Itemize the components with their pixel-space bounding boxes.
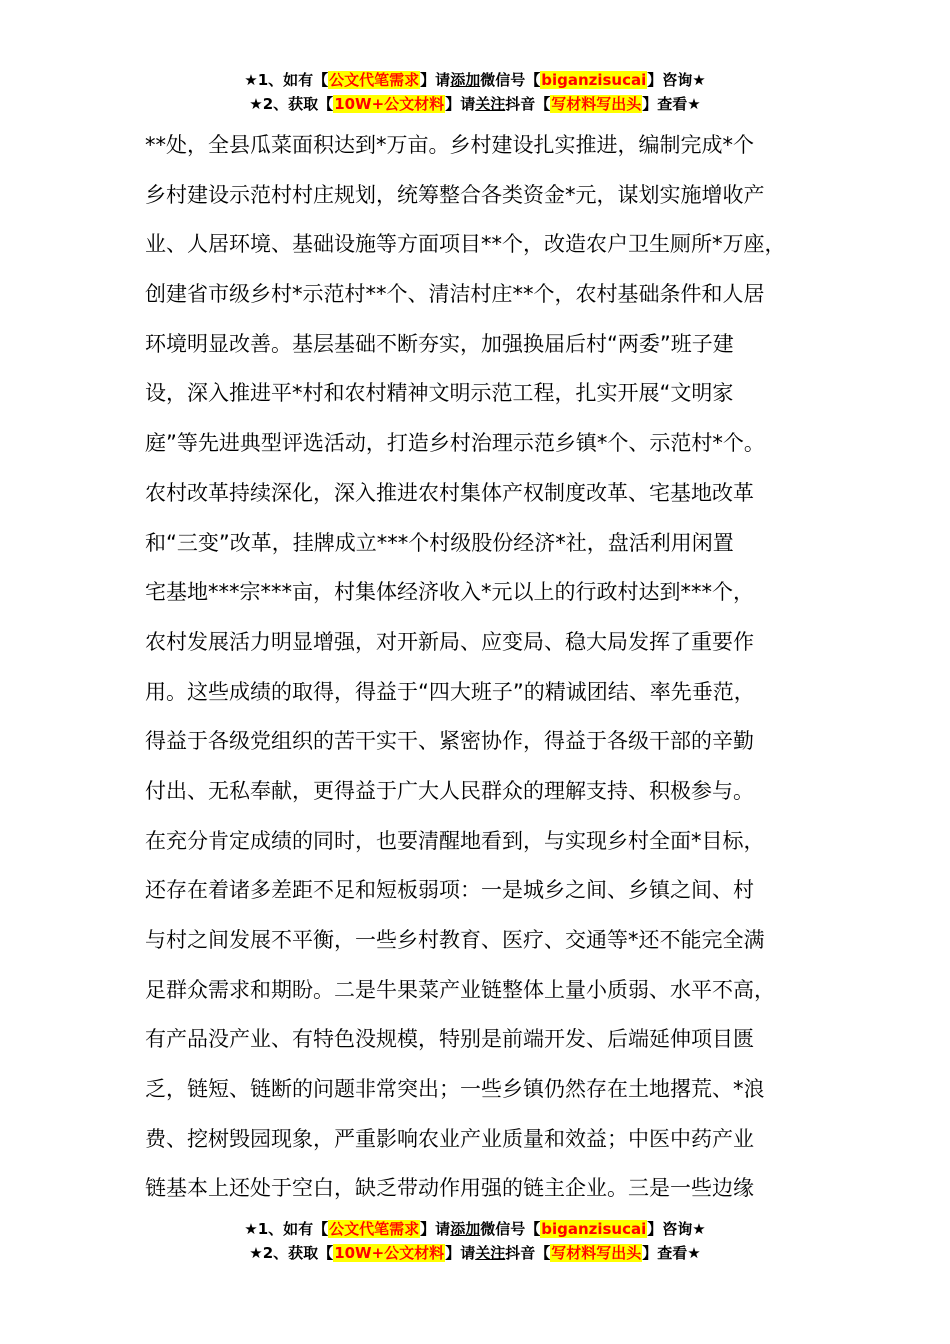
body-line: 农村发展活力明显增强，对开新局、应变局、稳大局发挥了重要作 [145,629,754,654]
banner-line-2 [0,92,950,116]
body-line: 付出、无私奉献，更得益于广大人民群众的理解支持、积极参与。 [145,778,754,803]
banner-text: 】查看★ [642,95,701,113]
banner-text: 】咨询★ [647,71,706,89]
body-line: 庭”等先进典型评选活动，打造乡村治理示范乡镇*个、示范村*个。 [145,431,765,456]
banner-line-1 [0,68,950,92]
body-line: 在充分肯定成绩的同时，也要清醒地看到，与实现乡村全面*目标， [145,828,765,853]
body-line: 业、人居环境、基础设施等方面项目**个，改造农户卫生厕所*万座， [145,232,786,257]
banner-text: 】咨询★ [647,1220,706,1238]
banner-text: ★2、获取【 [249,1244,334,1262]
body-line: 创建省市级乡村*示范村**个、清洁村庄**个，农村基础条件和人居 [145,282,765,307]
banner-emphasis: 关注 [475,95,506,113]
banner-text: 抖音【 [505,95,551,113]
banner-text: 】请 [445,1244,476,1262]
body-line: 足群众需求和期盼。二是牛果菜产业链整体上量小质弱、水平不高， [145,977,775,1002]
body-line: 环境明显改善。基层基础不断夯实，加强换届后村“两委”班子建 [145,331,734,356]
body-line: 链基本上还处于空白，缺乏带动作用强的链主企业。三是一些边缘 [145,1176,754,1201]
body-line: 设，深入推进平*村和农村精神文明示范工程，扎实开展“文明家 [145,381,734,406]
banner-text: 】请 [445,95,476,113]
document-body [145,121,835,1214]
body-line: 有产品没产业、有特色没规模，特别是前端开发、后端延伸项目匮 [145,1027,754,1052]
banner-highlight: biganzisucai [541,1220,647,1238]
body-line: 乡村建设示范村村庄规划，统筹整合各类资金*元，谋划实施增收产 [145,182,765,207]
banner-text: 微信号【 [480,1220,541,1238]
body-line: 还存在着诸多差距不足和短板弱项：一是城乡之间、乡镇之间、村 [145,878,754,903]
banner-highlight: 公文代笔需求 [329,1220,420,1238]
banner-text: 微信号【 [480,71,541,89]
banner-highlight: 写材料写出头 [551,95,642,113]
body-line: 得益于各级党组织的苦干实干、紧密协作，得益于各级干部的辛勤 [145,729,754,754]
body-line: 与村之间发展不平衡，一些乡村教育、医疗、交通等*还不能完全满 [145,928,765,952]
banner-text: ★1、如有【 [244,71,329,89]
banner-highlight: 10W+公文材料 [334,1244,445,1262]
body-line: 和“三变”改革，挂牌成立***个村级股份经济*社，盘活利用闲置 [145,530,734,555]
banner-text: 】查看★ [642,1244,701,1262]
banner-text: ★1、如有【 [244,1220,329,1238]
banner-text: 】请 [420,71,451,89]
banner-text: ★2、获取【 [249,95,334,113]
banner-highlight: 公文代笔需求 [329,71,420,89]
banner-emphasis: 添加 [450,1220,481,1238]
banner-line-1 [0,1217,950,1241]
footer-banner [0,1217,950,1265]
banner-text: 抖音【 [505,1244,551,1262]
body-line: 费、挖树毁园现象，严重影响农业产业质量和效益；中医中药产业 [145,1126,754,1151]
body-line: 宅基地***宗***亩，村集体经济收入*元以上的行政村达到***个， [145,580,754,605]
body-line: 用。这些成绩的取得，得益于“四大班子”的精诚团结、率先垂范， [145,679,755,704]
header-banner [0,68,950,116]
banner-highlight: biganzisucai [541,71,647,89]
body-line: 农村改革持续深化，深入推进农村集体产权制度改革、宅基地改革 [145,480,754,505]
banner-highlight: 写材料写出头 [551,1244,642,1262]
banner-highlight: 10W+公文材料 [334,95,445,113]
banner-text: 】请 [420,1220,451,1238]
body-line: **处，全县瓜菜面积达到*万亩。乡村建设扎实推进，编制完成*个 [145,133,754,157]
body-line: 乏，链短、链断的问题非常突出；一些乡镇仍然存在土地撂荒、*浪 [145,1077,765,1102]
banner-emphasis: 添加 [450,71,481,89]
banner-line-2 [0,1241,950,1265]
banner-emphasis: 关注 [475,1244,506,1262]
